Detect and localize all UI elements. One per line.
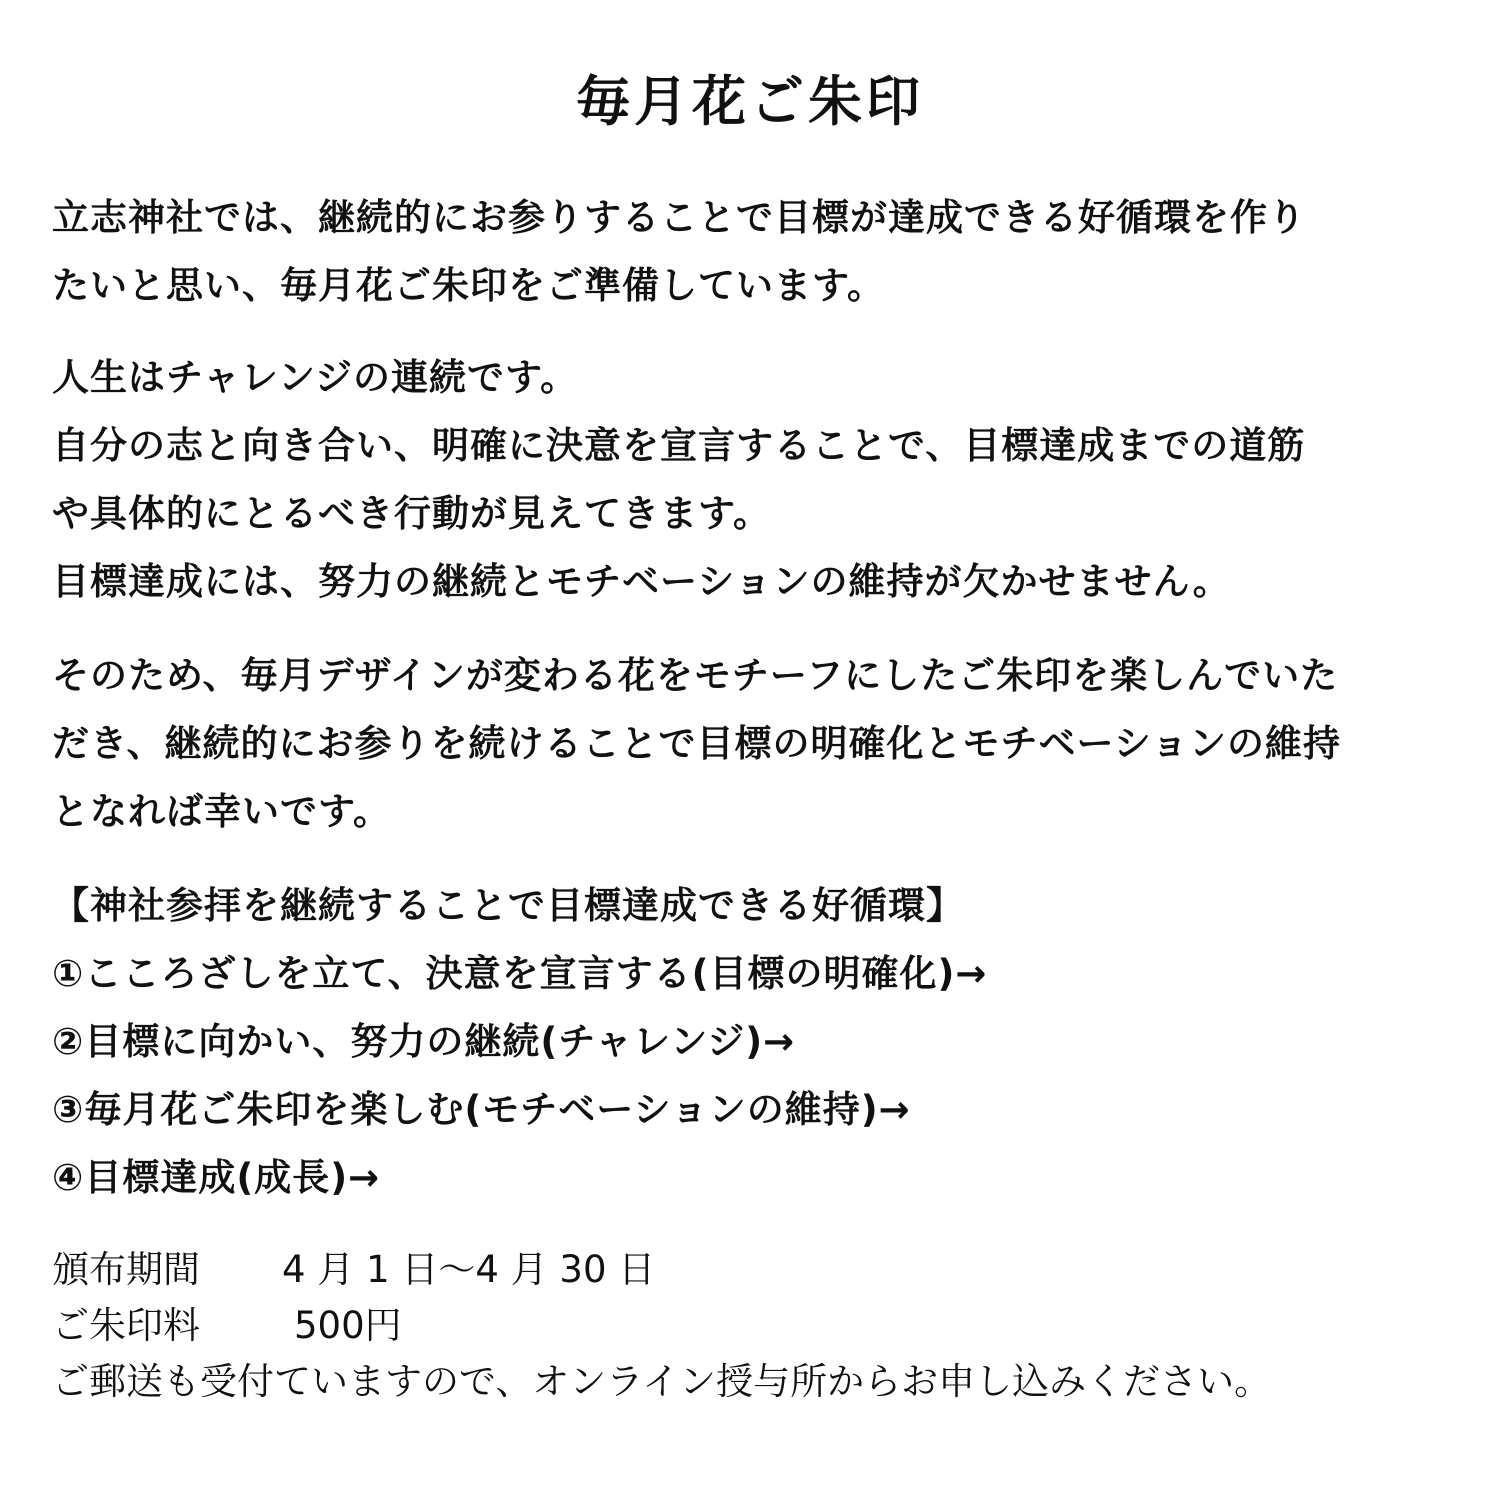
purpose-line-3: となれば幸いです。 [52, 790, 392, 833]
cycle-step-4: ④目標達成(成長)→ [52, 1156, 381, 1199]
period-row [52, 1242, 655, 1298]
intro-line-2: たいと思い、毎月花ご朱印をご準備しています。 [52, 264, 886, 307]
cycle-step-2: ②目標に向かい、努力の継続(チャレンジ)→ [52, 1020, 796, 1063]
page-title: 毎月花ご朱印 [576, 70, 924, 133]
message-line-4: 目標達成には、努力の継続とモチベーションの維持が欠かせません。 [52, 560, 1231, 603]
message-line-3: や具体的にとるべき行動が見えてきます。 [52, 492, 772, 535]
fee-value: 500円 [294, 1304, 402, 1347]
cycle-step-3: ③毎月花ご朱印を楽しむ(モチベーションの維持)→ [52, 1088, 911, 1131]
fee-row [52, 1298, 402, 1354]
message-line-2: 自分の志と向き合い、明確に決意を宣言することで、目標達成までの道筋 [52, 424, 1306, 467]
message-line-1: 人生はチャレンジの連続です。 [52, 356, 579, 399]
mail-note: ご郵送も受付ていますので、オンライン授与所からお申し込みください。 [52, 1360, 1272, 1403]
cycle-heading: 【神社参拝を継続することで目標達成できる好循環】 [52, 884, 964, 927]
fee-label: ご朱印料 [52, 1304, 200, 1347]
cycle-step-1: ①こころざしを立て、決意を宣言する(目標の明確化)→ [52, 952, 988, 995]
purpose-line-1: そのため、毎月デザインが変わる花をモチーフにしたご朱印を楽しんでいた [52, 654, 1339, 697]
intro-line-1: 立志神社では、継続的にお参りすることで目標が達成できる好循環を作り [52, 196, 1306, 239]
purpose-line-2: だき、継続的にお参りを続けることで目標の明確化とモチベーションの維持 [52, 722, 1342, 765]
period-value: 4 月 1 日～4 月 30 日 [282, 1248, 656, 1291]
period-label: 頒布期間 [52, 1248, 200, 1291]
